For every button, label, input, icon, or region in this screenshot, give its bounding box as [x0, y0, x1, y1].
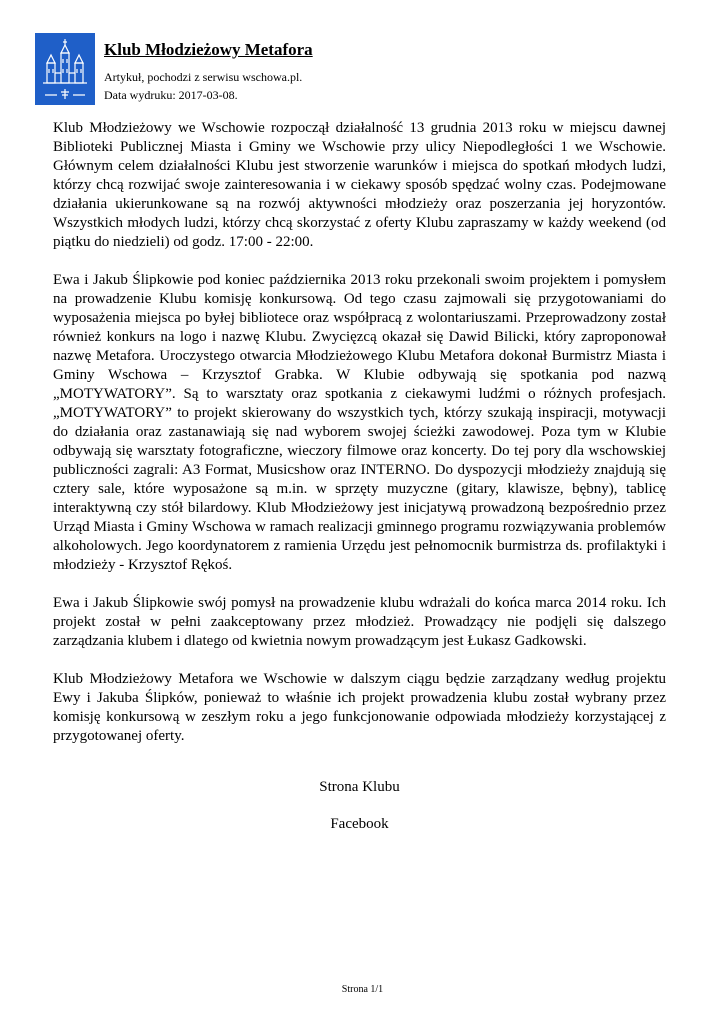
- wschowa-logo: [35, 33, 95, 105]
- club-page-link[interactable]: Strona Klubu: [319, 779, 400, 795]
- article-paragraph-1: Klub Młodzieżowy we Wschowie rozpoczął działalność 13 grudnia 2013 roku w miejscu dawnej Biblioteki Publicznej Miasta i Gminy we Wschowie przy ulicy Niepodległości 1 we Wschowie. Głównym celem działalności Klubu jest stworzenie warunków i miejsca do spotkań młodych ludzi, którzy chcą rozwijać swoje zainteresowania i w ciekawy sposób spędzać wolny czas. Podejmowane działania ukierunkowane są na rozwój aktywności młodzieży oraz poszerzania jej horyzontów. Wszystkich młodych ludzi, którzy chcą skorzystać z oferty Klubu zapraszamy w każdy weekend (od piątku do niedzieli) od godz. 17:00 - 22:00.: [53, 120, 666, 250]
- print-date: Data wydruku: 2017-03-08.: [104, 88, 238, 102]
- article-paragraph-2: Ewa i Jakub Ślipkowie pod koniec października 2013 roku przekonali swoim projektem i pomysłem na prowadzenie Klubu komisję konkursową. Od tego czasu zajmowali się przygotowaniami do wyposażenia miejsca po byłej bibliotece oraz współpracą z wolontariuszami. Przeprowadzony został również konkurs na logo i nazwę Klubu. Zwycięzcą okazał się Dawid Bilicki, który zaproponował nazwę Metafora. Uroczystego otwarcia Młodzieżowego Klubu Metafora dokonał Burmistrz Miasta i Gminy Wschowa – Krzysztof Grabka. W Klubie odbywają się spotkania pod nazwą „MOTYWATORY”. Są to warsztaty oraz spotkania z ciekawymi ludźmi o różnych profesjach. „MOTYWATORY” to projekt skierowany do wszystkich tych, którzy szukają inspiracji, motywacji do działania oraz zastanawiają się nad wyborem swojej ścieżki zawodowej. Poza tym w Klubie odbywają się warsztaty fotograficzne, wieczory filmowe oraz koncerty. Do tej pory dla wschowskiej publiczności zagrali: A3 Format, Musicshow oraz INTERNO. Do dyspozycji młodzieży znajdują się cztery sale, które wyposażone są m.in. w sprzęty muzyczne (gitary, klawisze, bębny), tablicę interaktywną czy stół bilardowy. Klub Młodzieżowy jest inicjatywą prowadzoną bezpośrednio przez Urząd Miasta i Gminy Wschowa w ramach realizacji gminnego programu rozwiązywania problemów alkoholowych. Jego koordynatorem z ramienia Urzędu jest pełnomocnik burmistrza ds. profilaktyki i młodzieży - Krzysztof Rękoś.: [53, 272, 666, 573]
- page-number: Strona 1/1: [341, 984, 384, 995]
- facebook-link[interactable]: Facebook: [330, 816, 389, 832]
- page-title: Klub Młodzieżowy Metafora: [104, 40, 313, 59]
- article-header: [104, 36, 664, 104]
- article-paragraph-3: Ewa i Jakub Ślipkowie swój pomysł na prowadzenie klubu wdrażali do końca marca 2014 roku. Ich projekt został w pełni zaakceptowany przez młodzież. Prowadzący nie podjęli się dalszego zarządzania klubem i dlatego od kwietnia nowym prowadzącym jest Łukasz Gadkowski.: [53, 595, 666, 649]
- article-body: [53, 119, 666, 765]
- article-paragraph-4: Klub Młodzieżowy Metafora we Wschowie w dalszym ciągu będzie zarządzany według projektu Ewy i Jakuba Ślipków, ponieważ to właśnie ich projekt prowadzenia klubu został wybrany przez komisję konkursową w zeszłym roku a jego funkcjonowanie odpowiada młodzieży korzystającej z przygotowanej oferty.: [53, 671, 666, 744]
- town-hall-icon: [35, 33, 95, 105]
- source-line: Artykuł, pochodzi z serwisu wschowa.pl.: [104, 70, 303, 84]
